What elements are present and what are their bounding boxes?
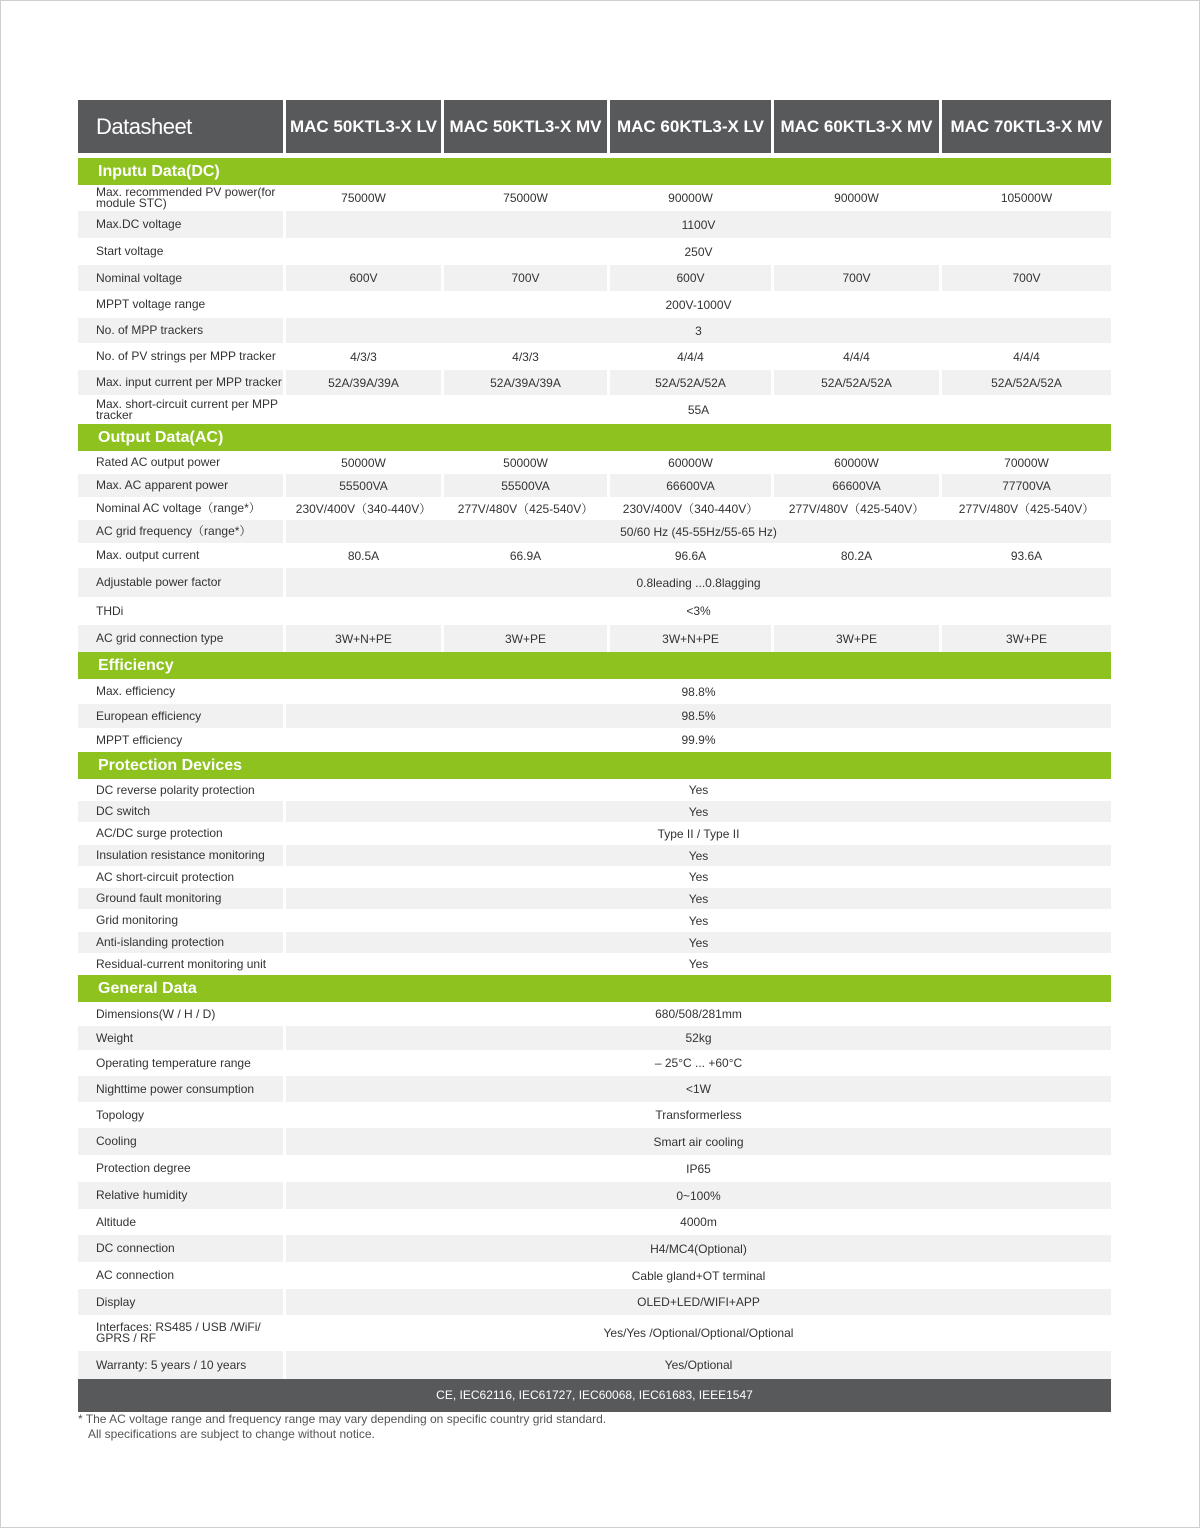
spec-value: 80.2A	[774, 543, 942, 568]
table-row	[78, 1155, 1111, 1182]
table-row	[78, 1289, 1111, 1315]
spec-value: 600V	[610, 265, 774, 291]
spec-label: Warranty: 5 years / 10 years	[78, 1351, 286, 1379]
spec-value: Cable gland+OT terminal	[631, 1268, 766, 1283]
spec-value: <3%	[686, 604, 711, 618]
table-row	[78, 543, 1111, 568]
spec-label: AC/DC surge protection	[78, 822, 286, 845]
spec-label: AC connection	[78, 1262, 286, 1289]
spec-value: 105000W	[1000, 191, 1053, 205]
spec-value: 250V	[684, 244, 713, 259]
spec-label: Operating temperature range	[78, 1050, 286, 1076]
spec-value: Yes	[688, 957, 709, 971]
table-row	[78, 185, 1111, 211]
model-header: MAC 60KTL3-X MV	[774, 100, 942, 153]
spec-label: Max. output current	[78, 543, 286, 568]
spec-value: 0.8leading ...0.8lagging	[286, 568, 1111, 597]
table-row	[78, 451, 1111, 474]
spec-value: 700V	[444, 265, 610, 291]
spec-label: Nominal AC voltage（range*）	[78, 497, 286, 520]
spec-value: 3	[286, 318, 1111, 343]
spec-label: Max. input current per MPP tracker	[78, 370, 286, 395]
spec-label: Relative humidity	[78, 1182, 286, 1209]
spec-value: 3W+PE	[774, 625, 942, 652]
table-row	[78, 597, 1111, 625]
spec-value: 55A	[687, 402, 710, 417]
table-row	[78, 1002, 1111, 1026]
spec-value: 277V/480V（425-540V）	[958, 502, 1095, 516]
table-row	[78, 866, 1111, 888]
spec-label: MPPT efficiency	[78, 728, 286, 752]
footnote: * The AC voltage range and frequency range may vary depending on specific country grid standard.	[78, 1412, 607, 1426]
spec-label: Interfaces: RS485 / USB /WiFi/ GPRS / RF	[78, 1315, 286, 1351]
table-row	[78, 1026, 1111, 1050]
datasheet-title: Datasheet	[78, 100, 286, 153]
spec-label: AC grid connection type	[78, 625, 286, 652]
spec-value: 3W+N+PE	[610, 625, 774, 652]
spec-value: 50000W	[444, 451, 610, 474]
spec-value: Type II / Type II	[657, 826, 740, 841]
spec-label: Weight	[78, 1026, 286, 1050]
spec-value: 4/3/3	[444, 343, 610, 370]
spec-value: Yes/Optional	[286, 1351, 1111, 1379]
spec-value: 60000W	[774, 451, 942, 474]
spec-value: 52A/52A/52A	[774, 370, 942, 395]
spec-value: 3W+PE	[444, 625, 610, 652]
table-row	[78, 343, 1111, 370]
table-row	[78, 704, 1111, 728]
spec-label: Insulation resistance monitoring	[78, 845, 286, 866]
spec-value: 50/60 Hz (45-55Hz/55-65 Hz)	[286, 520, 1111, 543]
spec-label: Protection degree	[78, 1155, 286, 1182]
spec-label: DC connection	[78, 1235, 286, 1262]
spec-label: Topology	[78, 1102, 286, 1128]
spec-label: AC short-circuit protection	[78, 866, 286, 888]
spec-value: 4/3/3	[286, 343, 444, 370]
spec-value: 680/508/281mm	[655, 1007, 742, 1021]
spec-value: 55500VA	[444, 474, 610, 497]
spec-label: No. of MPP trackers	[78, 318, 286, 343]
spec-value: Smart air cooling	[286, 1128, 1111, 1155]
spec-label: Max.DC voltage	[78, 211, 286, 238]
table-header	[78, 100, 1111, 153]
table-row	[78, 395, 1111, 424]
section-title-general: General Data	[78, 975, 1111, 1002]
table-row	[78, 625, 1111, 652]
spec-value: 99.9%	[681, 733, 716, 747]
model-header: MAC 50KTL3-X MV	[444, 100, 610, 153]
table-row	[78, 1076, 1111, 1102]
spec-label: MPPT voltage range	[78, 291, 286, 318]
table-row	[78, 474, 1111, 497]
spec-label: Nominal voltage	[78, 265, 286, 291]
table-row	[78, 728, 1111, 752]
spec-label: Display	[78, 1289, 286, 1315]
spec-value: 55500VA	[286, 474, 444, 497]
spec-value: 66600VA	[774, 474, 942, 497]
spec-value: 77700VA	[942, 474, 1111, 497]
model-header: MAC 70KTL3-X MV	[942, 100, 1111, 153]
spec-value: 66.9A	[444, 543, 610, 568]
spec-value: 96.6A	[610, 543, 774, 568]
table-row	[78, 1235, 1111, 1262]
spec-value: 3W+N+PE	[286, 625, 444, 652]
model-header: MAC 50KTL3-X LV	[286, 100, 444, 153]
table-row	[78, 1128, 1111, 1155]
spec-value: H4/MC4(Optional)	[286, 1235, 1111, 1262]
table-row	[78, 1351, 1111, 1379]
spec-label: Max. recommended PV power(for module STC)	[78, 185, 286, 211]
table-row	[78, 1050, 1111, 1076]
spec-value: 1100V	[286, 211, 1111, 238]
spec-value: 98.8%	[681, 684, 716, 699]
table-row	[78, 1102, 1111, 1128]
table-row	[78, 679, 1111, 704]
spec-value: Yes	[286, 801, 1111, 822]
spec-value: 0~100%	[286, 1182, 1111, 1209]
spec-label: Start voltage	[78, 238, 286, 265]
spec-value: 230V/400V（340-440V）	[610, 497, 774, 520]
spec-value: 52A/39A/39A	[444, 370, 610, 395]
spec-label: Max. short-circuit current per MPP tracker	[78, 395, 286, 424]
section-title-protection: Protection Devices	[78, 752, 1111, 779]
table-row	[78, 822, 1111, 845]
spec-value: Yes	[286, 845, 1111, 866]
spec-label: No. of PV strings per MPP tracker	[78, 343, 286, 370]
spec-value: 4000m	[680, 1215, 717, 1229]
spec-value: 700V	[942, 265, 1111, 291]
table-row	[78, 497, 1111, 520]
table-row	[78, 1209, 1111, 1235]
spec-label: DC reverse polarity protection	[78, 779, 286, 801]
spec-value: 66600VA	[610, 474, 774, 497]
spec-value: 4/4/4	[1013, 349, 1040, 364]
table-row	[78, 779, 1111, 801]
table-row	[78, 520, 1111, 543]
spec-value: 90000W	[774, 185, 942, 211]
section-title-output: Output Data(AC)	[78, 424, 1111, 451]
spec-label: Grid monitoring	[78, 909, 286, 932]
spec-value: OLED+LED/WIFI+APP	[286, 1289, 1111, 1315]
spec-label: Adjustable power factor	[78, 568, 286, 597]
table-row	[78, 888, 1111, 909]
spec-label: Ground fault monitoring	[78, 888, 286, 909]
spec-label: Nighttime power consumption	[78, 1076, 286, 1102]
datasheet-table	[78, 100, 1111, 1412]
table-row	[78, 801, 1111, 822]
spec-value: 52A/52A/52A	[610, 370, 774, 395]
table-row	[78, 909, 1111, 932]
spec-value: 277V/480V（425-540V）	[444, 497, 610, 520]
table-row	[78, 238, 1111, 265]
spec-value: 75000W	[444, 185, 610, 211]
table-row	[78, 953, 1111, 975]
spec-value: 98.5%	[286, 704, 1111, 728]
footnote: All specifications are subject to change without notice.	[88, 1427, 375, 1441]
spec-value: Yes	[286, 932, 1111, 953]
spec-value: 3W+PE	[942, 625, 1111, 652]
spec-value: Yes	[688, 783, 709, 797]
table-row	[78, 568, 1111, 597]
table-row	[78, 1182, 1111, 1209]
spec-value: Yes/Yes /Optional/Optional/Optional	[603, 1326, 794, 1340]
table-row	[78, 265, 1111, 291]
spec-value: – 25°C ... +60°C	[654, 1056, 743, 1070]
spec-value: 52A/52A/52A	[942, 370, 1111, 395]
table-row	[78, 291, 1111, 318]
spec-value: 52A/39A/39A	[286, 370, 444, 395]
spec-label: European efficiency	[78, 704, 286, 728]
spec-value: 4/4/4	[774, 343, 942, 370]
spec-label: Max. efficiency	[78, 679, 286, 704]
table-row	[78, 370, 1111, 395]
spec-value: 600V	[286, 265, 444, 291]
spec-value: 75000W	[286, 185, 444, 211]
spec-value: 50000W	[286, 451, 444, 474]
spec-label: Anti-islanding protection	[78, 932, 286, 953]
spec-value: 4/4/4	[610, 343, 774, 370]
table-row	[78, 318, 1111, 343]
spec-value: Transformerless	[655, 1108, 742, 1122]
spec-value: 70000W	[1004, 455, 1049, 470]
spec-value: 200V-1000V	[665, 297, 732, 312]
table-body	[78, 158, 1111, 1379]
table-row	[78, 845, 1111, 866]
spec-value: 90000W	[610, 185, 774, 211]
spec-label: THDi	[78, 597, 286, 625]
section-title-input: Inputu Data(DC)	[78, 158, 1111, 185]
certifications-bar: CE, IEC62116, IEC61727, IEC60068, IEC61683, IEEE1547	[78, 1379, 1111, 1412]
model-header: MAC 60KTL3-X LV	[610, 100, 774, 153]
spec-label: Dimensions(W / H / D)	[78, 1002, 286, 1026]
spec-value: IP65	[686, 1161, 711, 1176]
spec-label: Altitude	[78, 1209, 286, 1235]
spec-label: Residual-current monitoring unit	[78, 953, 286, 975]
footnotes	[78, 1412, 606, 1442]
spec-label: Cooling	[78, 1128, 286, 1155]
spec-value: Yes	[286, 888, 1111, 909]
spec-value: <1W	[286, 1076, 1111, 1102]
spec-value: 60000W	[610, 451, 774, 474]
spec-value: 230V/400V（340-440V）	[286, 497, 444, 520]
spec-value: 277V/480V（425-540V）	[774, 497, 942, 520]
spec-value: 93.6A	[1010, 548, 1043, 563]
spec-label: AC grid frequency（range*）	[78, 520, 286, 543]
table-row	[78, 211, 1111, 238]
spec-value: Yes	[688, 913, 709, 928]
spec-value: 700V	[774, 265, 942, 291]
table-row	[78, 1262, 1111, 1289]
section-title-efficiency: Efficiency	[78, 652, 1111, 679]
spec-label: Max. AC apparent power	[78, 474, 286, 497]
spec-value: 80.5A	[286, 543, 444, 568]
spec-value: Yes	[688, 870, 709, 884]
table-row	[78, 932, 1111, 953]
spec-label: Rated AC output power	[78, 451, 286, 474]
spec-label: DC switch	[78, 801, 286, 822]
spec-value: 52kg	[286, 1026, 1111, 1050]
table-row	[78, 1315, 1111, 1351]
